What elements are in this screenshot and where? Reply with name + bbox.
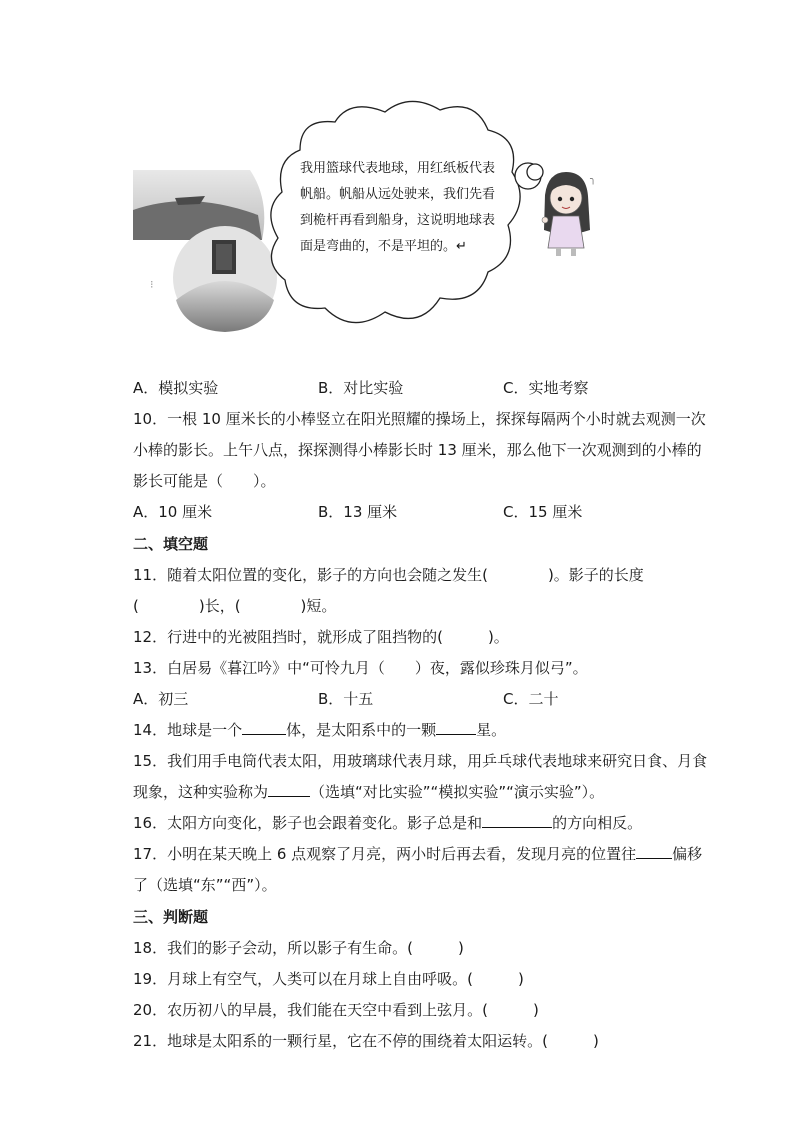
q14-blank-2[interactable] bbox=[436, 716, 476, 735]
q14-text-1: 14．地球是一个 bbox=[133, 721, 243, 739]
photo-ship-far bbox=[133, 170, 264, 240]
q13-option-c[interactable]: C．二十 bbox=[503, 690, 559, 708]
q10-option-a[interactable]: A．10 厘米 bbox=[133, 503, 213, 521]
q9-option-a[interactable]: A．模拟实验 bbox=[133, 379, 219, 397]
q14-text-2: 体，是太阳系中的一颗 bbox=[286, 721, 437, 739]
q12: 12．行进中的光被阻挡时，就形成了阻挡物的( )。 bbox=[133, 628, 509, 646]
q20: 20．农历初八的早晨，我们能在天空中看到上弦月。( ) bbox=[133, 1001, 539, 1019]
q17-blank[interactable] bbox=[636, 840, 672, 859]
q10-line2: 小棒的影长。上午八点，探探测得小棒影长时 13 厘米，那么他下一次观测到的小棒的 bbox=[133, 441, 702, 459]
q15-blank[interactable] bbox=[268, 778, 310, 797]
q14-text-3: 星。 bbox=[476, 721, 507, 739]
q18: 18．我们的影子会动，所以影子有生命。( ) bbox=[133, 939, 464, 957]
q13-option-b[interactable]: B．十五 bbox=[318, 690, 374, 708]
q10-option-c[interactable]: C．15 厘米 bbox=[503, 503, 583, 521]
q14 bbox=[133, 715, 673, 746]
q14-blank-1[interactable] bbox=[242, 716, 286, 735]
section-title-fill-blank: 二、填空题 bbox=[133, 535, 209, 553]
q17-line1 bbox=[133, 839, 703, 870]
section-title-judgement: 三、判断题 bbox=[133, 908, 209, 926]
q17-text-2: 偏移 bbox=[672, 845, 703, 863]
svg-text:╮: ╮ bbox=[590, 174, 597, 185]
q10-option-b[interactable]: B．13 厘米 bbox=[318, 503, 398, 521]
q15-text-1: 现象，这种实验称为 bbox=[133, 783, 269, 801]
q17-line2: 了（选填“东”“西”）。 bbox=[133, 876, 277, 894]
q19: 19．月球上有空气，人类可以在月球上自由呼吸。( ) bbox=[133, 970, 524, 988]
q16-blank[interactable] bbox=[482, 809, 552, 828]
q9-option-b[interactable]: B．对比实验 bbox=[318, 379, 404, 397]
q10-line1: 10．一根 10 厘米长的小棒竖立在阳光照耀的操场上，探探每隔两个小时就去观测一次 bbox=[133, 410, 706, 428]
q10-line3: 影长可能是（ ）。 bbox=[133, 472, 276, 490]
girl-character-icon bbox=[542, 172, 596, 256]
q16-text-1: 16．太阳方向变化，影子也会跟着变化。影子总是和 bbox=[133, 814, 483, 832]
q16 bbox=[133, 808, 673, 839]
q15-line1: 15．我们用手电筒代表太阳，用玻璃球代表月球，用乒乓球代表地球来研究日食、月食 bbox=[133, 752, 708, 770]
photo-ship-near bbox=[173, 226, 277, 332]
q11-line2: ( )长，( )短。 bbox=[133, 597, 337, 615]
q21: 21．地球是太阳系的一颗行星，它在不停的围绕着太阳运转。( ) bbox=[133, 1032, 599, 1050]
speech-bubble-text: 我用篮球代表地球，用红纸板代表帆船。帆船从远处驶来，我们先看到桅杆再看到船身，这说明地球表面是弯曲的，不是平坦的。↵ bbox=[300, 161, 496, 254]
q16-text-2: 的方向相反。 bbox=[552, 814, 643, 832]
q13-option-a[interactable]: A．初三 bbox=[133, 690, 189, 708]
q15-text-2: （选填“对比实验”“模拟实验”“演示实验”）。 bbox=[310, 783, 605, 801]
q13: 13．白居易《暮江吟》中“可怜九月（ ）夜，露似珍珠月似弓”。 bbox=[133, 659, 588, 677]
q17-text-1: 17．小明在某天晚上 6 点观察了月亮，两小时后再去看，发现月亮的位置往 bbox=[133, 845, 637, 863]
q15-line2 bbox=[133, 777, 673, 808]
small-mark: ⁝ bbox=[150, 278, 154, 291]
q11-line1: 11．随着太阳位置的变化，影子的方向也会随之发生( )。影子的长度 bbox=[133, 566, 644, 584]
q9-option-c[interactable]: C．实地考察 bbox=[503, 379, 589, 397]
